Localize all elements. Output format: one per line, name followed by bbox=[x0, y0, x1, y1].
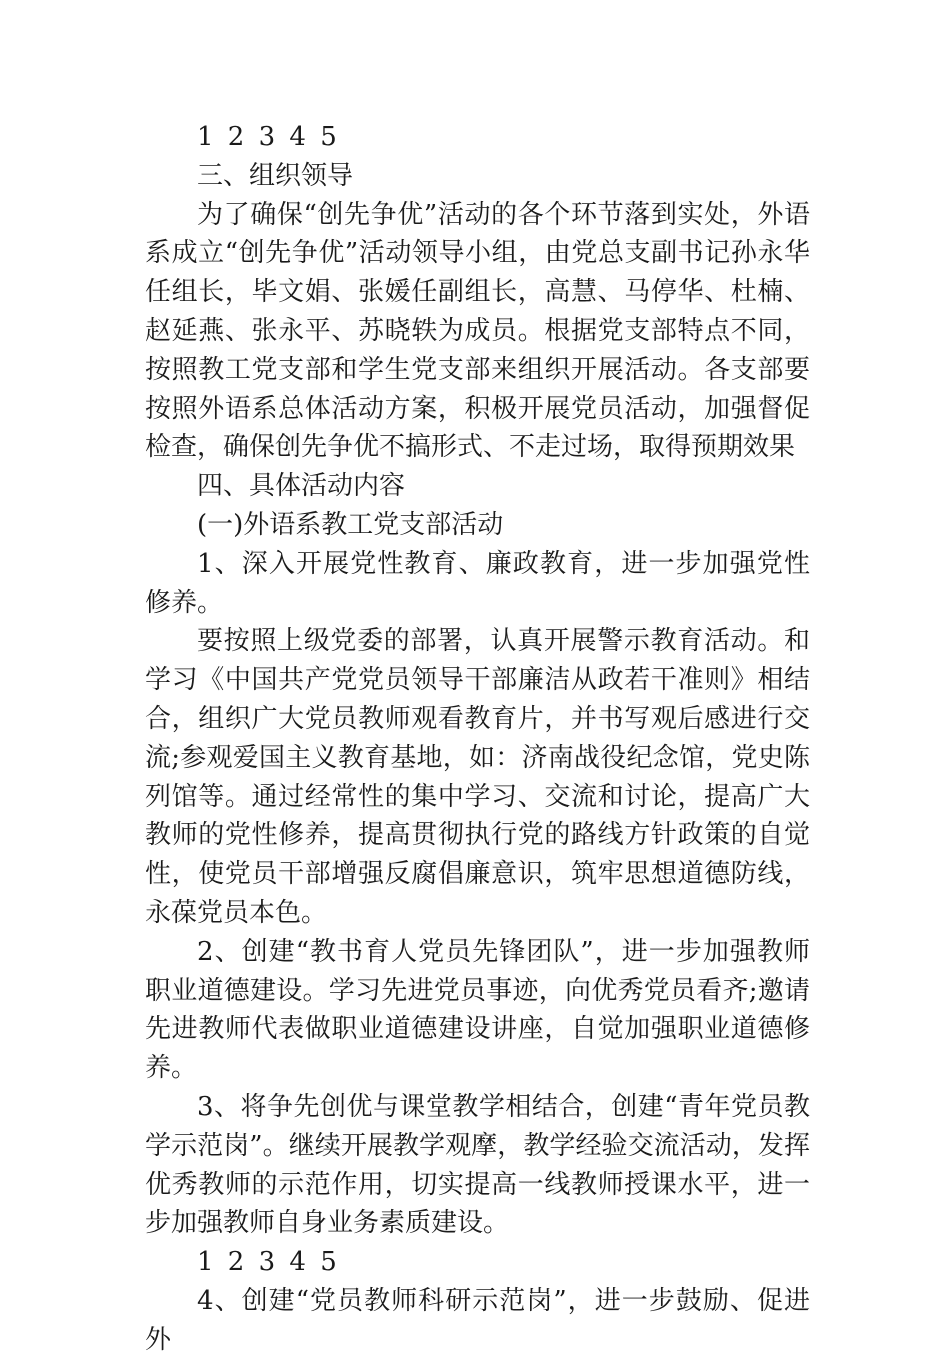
document-body bbox=[145, 118, 810, 1360]
subsection-heading-faculty-branch: (一)外语系教工党支部活动 bbox=[197, 509, 504, 540]
section-heading-organization: 三、组织领导 bbox=[197, 160, 354, 191]
page-number-row: 1 2 3 4 5 bbox=[197, 1247, 337, 1278]
paragraph-item-2: 2、创建“教书育人党员先锋团队”，进一步加强教师职业道德建设。学习先进党员事迹，向优秀党员看齐;邀请先进教师代表做职业道德建设讲座，自觉加强职业道德修养。 bbox=[145, 936, 810, 1084]
paragraph-item-3: 3、将争先创优与课堂教学相结合，创建“青年党员教学示范岗”。继续开展教学观摩，教学经验交流活动，发挥优秀教师的示范作用，切实提高一线教师授课水平，进一步加强教师自身业务素质建设。 bbox=[145, 1091, 810, 1239]
paragraph-warning-education: 要按照上级党委的部署，认真开展警示教育活动。和学习《中国共产党党员领导干部廉洁从政若干准则》相结合，组织广大党员教师观看教育片，并书写观后感进行交流;参观爱国主义教育基地，如：济南战役纪念馆，党史陈列馆等。通过经常性的集中学习、交流和讨论，提高广大教师的党性修养，提高贯彻执行党的路线方针政策的自觉性，使党员干部增强反腐倡廉意识，筑牢思想道德防线，永葆党员本色。 bbox=[145, 626, 810, 928]
section-heading-activities: 四、具体活动内容 bbox=[197, 471, 406, 502]
page-number-row: 1 2 3 4 5 bbox=[197, 122, 337, 152]
paragraph-leadership-group: 为了确保“创先争优”活动的各个环节落到实处，外语系成立“创先争优”活动领导小组，由党总支副书记孙永华任组长，毕文娟、张媛任副组长，高慧、马停华、杜楠、赵延燕、张永平、苏晓轶为成员。根据党支部特点不同，按照教工党支部和学生党支部来组织开展活动。各支部要按照外语系总体活动方案，积极开展党员活动，加强督促检查，确保创先争优不搞形式、不走过场，取得预期效果 bbox=[145, 199, 810, 463]
paragraph-item-1: 1、深入开展党性教育、廉政教育，进一步加强党性修养。 bbox=[145, 548, 810, 618]
paragraph-item-4: 4、创建“党员教师科研示范岗”，进一步鼓励、促进外 bbox=[145, 1285, 810, 1355]
